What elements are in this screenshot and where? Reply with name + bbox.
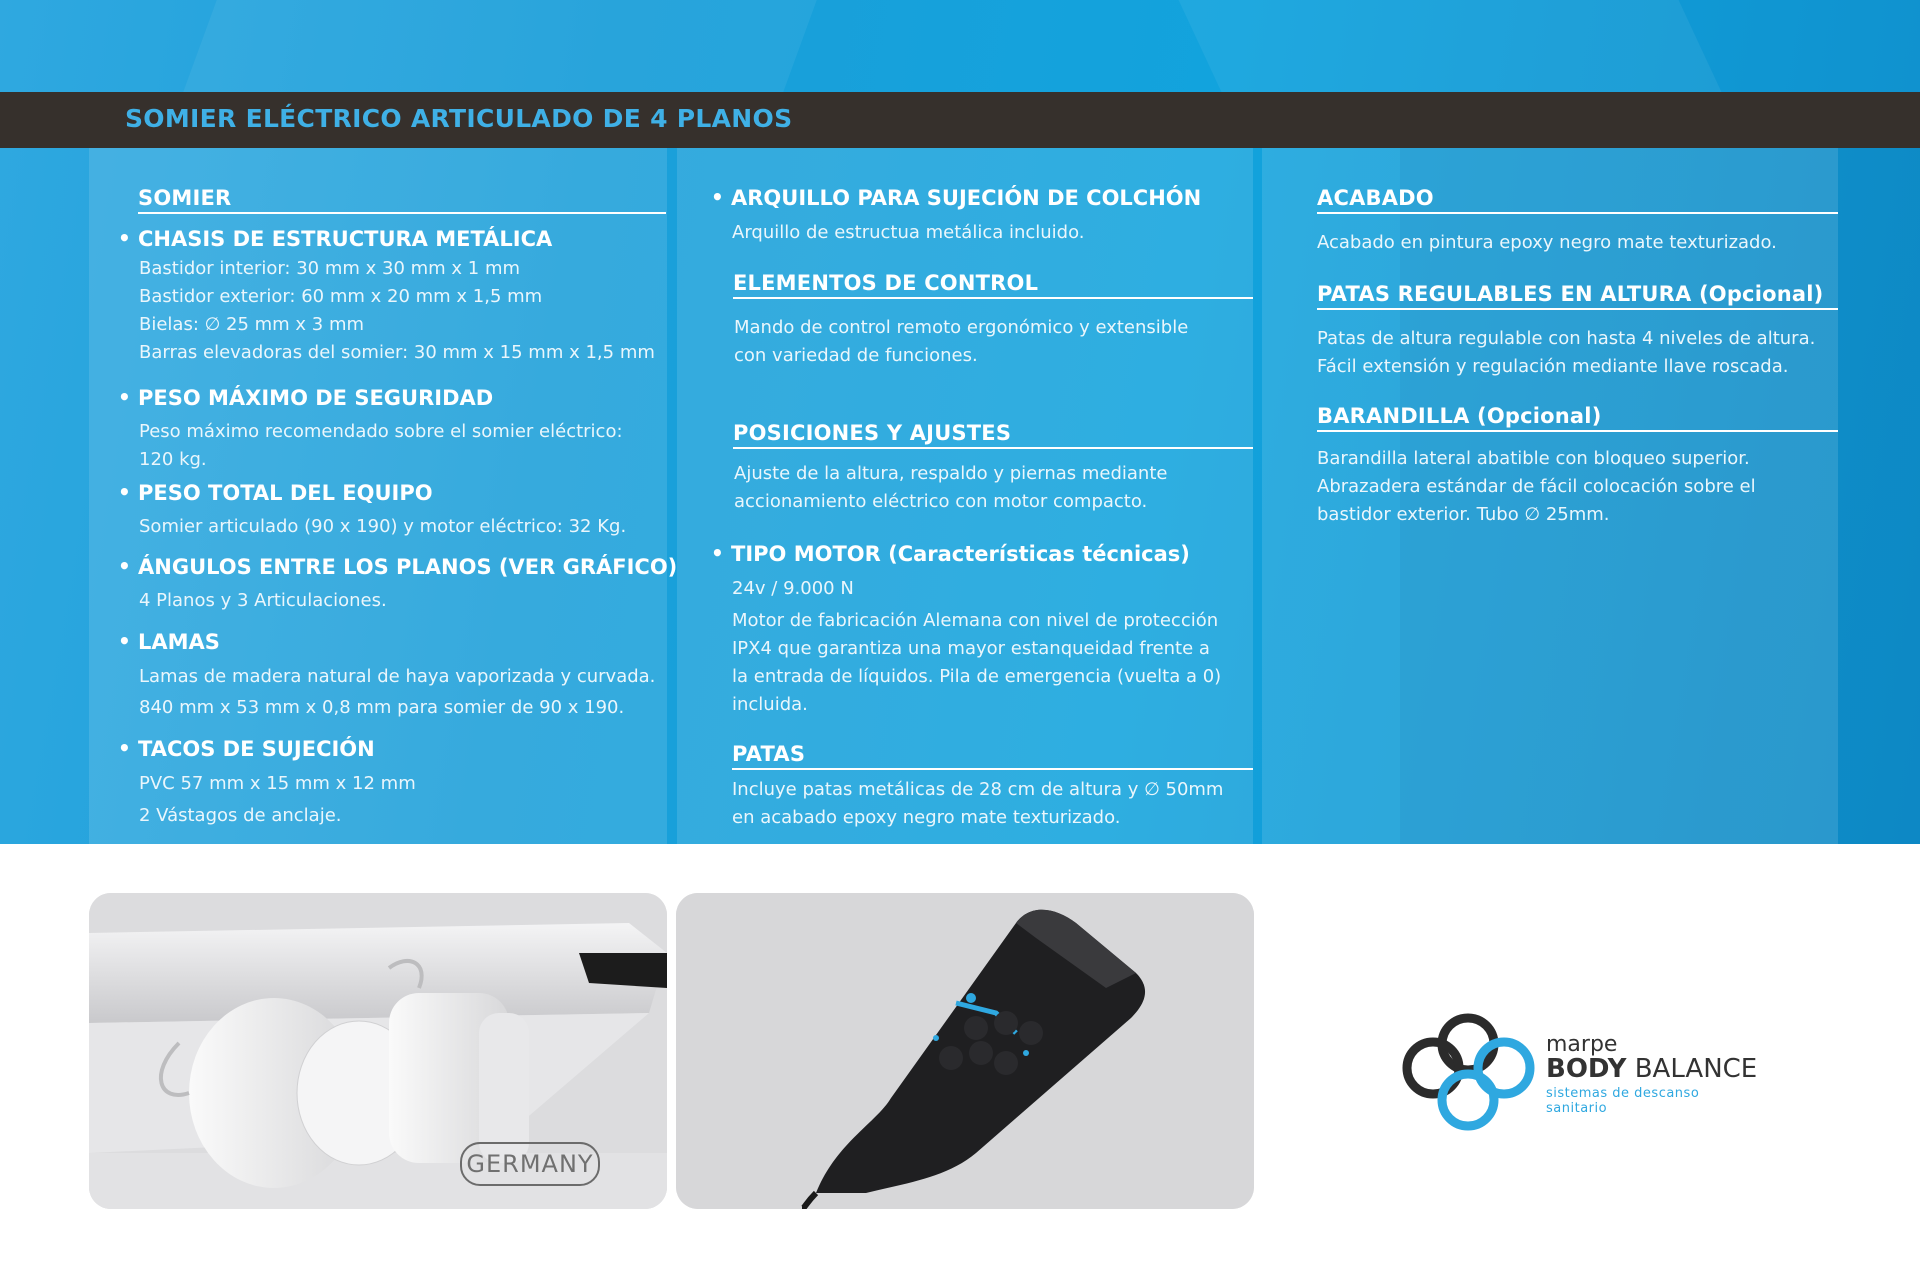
text-line: Ajuste de la altura, respaldo y piernas mediante: [734, 463, 1168, 484]
brand-name-bold: BODY: [1546, 1054, 1627, 1084]
germany-badge: GERMANY: [460, 1142, 600, 1186]
background-facet: [183, 0, 816, 92]
title-bar: [0, 92, 1920, 148]
text-line: 24v / 9.000 N: [732, 578, 854, 599]
section-heading-patas-regulables: PATAS REGULABLES EN ALTURA (Opcional): [1317, 282, 1838, 310]
text-line: 2 Vástagos de anclaje.: [139, 805, 342, 826]
bullet-heading-lamas: • LAMAS: [138, 630, 220, 654]
text-line: Incluye patas metálicas de 28 cm de altura y ∅ 50mm: [732, 779, 1224, 800]
text-line: Peso máximo recomendado sobre el somier eléctrico:: [139, 421, 623, 442]
text-line: Patas de altura regulable con hasta 4 niveles de altura.: [1317, 328, 1816, 349]
section-heading-barandilla: BARANDILLA (Opcional): [1317, 404, 1838, 432]
text-line: Bastidor interior: 30 mm x 30 mm x 1 mm: [139, 258, 521, 279]
brand-logo: [1400, 1000, 1760, 1140]
text-line: Somier articulado (90 x 190) y motor eléctrico: 32 Kg.: [139, 516, 627, 537]
bullet-heading-arquillo: • ARQUILLO PARA SUJECIÓN DE COLCHÓN: [731, 186, 1201, 210]
text-line: 4 Planos y 3 Articulaciones.: [139, 590, 387, 611]
section-heading-acabado: ACABADO: [1317, 186, 1838, 214]
text-line: PVC 57 mm x 15 mm x 12 mm: [139, 773, 416, 794]
bullet-heading-angulos: • ÁNGULOS ENTRE LOS PLANOS (VER GRÁFICO): [138, 555, 677, 579]
text-line: Fácil extensión y regulación mediante llave roscada.: [1317, 356, 1789, 377]
brand-name: [1546, 1054, 1757, 1084]
text-line: Bielas: ∅ 25 mm x 3 mm: [139, 314, 365, 335]
brand-mark-icon: [1400, 1000, 1540, 1140]
text-line: incluida.: [732, 694, 808, 715]
text-line: la entrada de líquidos. Pila de emergencia (vuelta a 0): [732, 666, 1222, 687]
text-line: Motor de fabricación Alemana con nivel de protección: [732, 610, 1219, 631]
brand-tagline: sistemas de descanso sanitario: [1546, 1086, 1700, 1116]
text-line: Barras elevadoras del somier: 30 mm x 15 mm x 1,5 mm: [139, 342, 655, 363]
motor-photo: [89, 893, 667, 1209]
text-line: bastidor exterior. Tubo ∅ 25mm.: [1317, 504, 1610, 525]
text-line: 120 kg.: [139, 449, 207, 470]
text-line: con variedad de funciones.: [734, 345, 978, 366]
brand-name-light: BALANCE: [1626, 1054, 1758, 1084]
bullet-heading-chasis: • CHASIS DE ESTRUCTURA METÁLICA: [138, 227, 552, 251]
bullet-heading-peso-total: • PESO TOTAL DEL EQUIPO: [138, 481, 433, 505]
brand-name-small: marpe: [1546, 1032, 1618, 1057]
text-line: 840 mm x 53 mm x 0,8 mm para somier de 90 x 190.: [139, 697, 625, 718]
text-line: Abrazadera estándar de fácil colocación sobre el: [1317, 476, 1756, 497]
section-heading-somier: SOMIER: [138, 186, 666, 214]
bullet-heading-motor: • TIPO MOTOR (Características técnicas): [731, 542, 1190, 566]
remote-control-photo: [676, 893, 1254, 1209]
section-heading-patas: PATAS: [732, 742, 1253, 770]
section-heading-control: ELEMENTOS DE CONTROL: [733, 271, 1253, 299]
text-line: Acabado en pintura epoxy negro mate texturizado.: [1317, 232, 1777, 253]
text-line: Mando de control remoto ergonómico y extensible: [734, 317, 1189, 338]
text-line: en acabado epoxy negro mate texturizado.: [732, 807, 1121, 828]
background-facet: [1179, 0, 1722, 92]
bullet-heading-peso-maximo: • PESO MÁXIMO DE SEGURIDAD: [138, 386, 493, 410]
text-line: Barandilla lateral abatible con bloqueo superior.: [1317, 448, 1750, 469]
bullet-heading-tacos: • TACOS DE SUJECIÓN: [138, 737, 375, 761]
text-line: IPX4 que garantiza una mayor estanqueidad frente a: [732, 638, 1210, 659]
text-line: accionamiento eléctrico con motor compacto.: [734, 491, 1148, 512]
text-line: Lamas de madera natural de haya vaporizada y curvada.: [139, 666, 656, 687]
page-title: SOMIER ELÉCTRICO ARTICULADO DE 4 PLANOS: [125, 104, 793, 133]
text-line: Arquillo de estructua metálica incluido.: [732, 222, 1085, 243]
text-line: Bastidor exterior: 60 mm x 20 mm x 1,5 mm: [139, 286, 543, 307]
section-heading-posiciones: POSICIONES Y AJUSTES: [733, 421, 1253, 449]
remote-control-illustration: [676, 893, 1254, 1209]
